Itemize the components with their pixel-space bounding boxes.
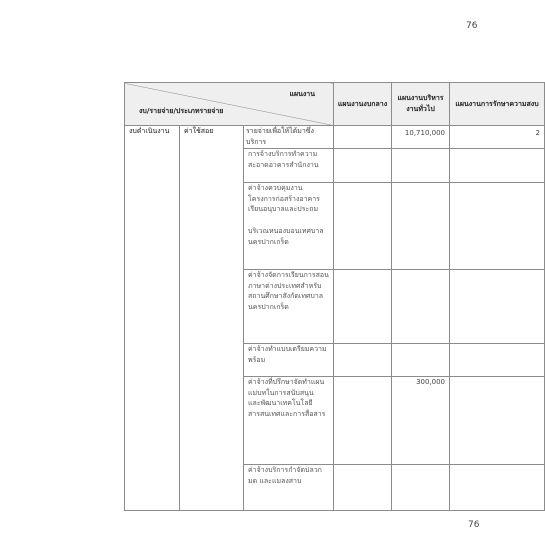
- row-general-value: 300,000: [392, 376, 450, 464]
- budget-table: [124, 82, 545, 511]
- row-item-label: ค่าจ้างจัดการเรียนการสอนภาษาต่างประเทศสำหรับสถานศึกษาสังกัดเทศบาลนครปากเกร็ด: [244, 269, 334, 343]
- header-diagonal-cell: [125, 83, 334, 126]
- column-header-security: แผนงานการรักษาความสงบ: [450, 83, 545, 126]
- row-central-value: [334, 376, 392, 464]
- row-security-value: 2: [450, 126, 545, 149]
- row-general-value: [392, 269, 450, 343]
- row-central-value: [334, 148, 392, 182]
- row-central-value: [334, 182, 392, 269]
- row-item-label: ค่าจ้างบริการกำจัดปลวก มด และแมลงสาบ: [244, 464, 334, 510]
- row-item-label: ค่าจ้างทำแบบเตรียมความพร้อม: [244, 343, 334, 376]
- row-item-label: รายจ่ายเพื่อให้ได้มาซึ่งบริการ: [244, 126, 334, 149]
- table-row: [125, 126, 545, 149]
- row-central-value: [334, 464, 392, 510]
- row-central-value: [334, 126, 392, 149]
- row-general-value: [392, 464, 450, 510]
- budget-group-label: งบดำเนินงาน: [125, 126, 180, 511]
- column-header-central: แผนงานงบกลาง: [334, 83, 392, 126]
- row-general-value: [392, 343, 450, 376]
- column-header-general: แผนงานบริหารงานทั่วไป: [392, 83, 450, 126]
- header-plan-label: แผนงาน: [289, 90, 316, 98]
- row-security-value: [450, 464, 545, 510]
- header-category-label: งบ/รายจ่าย/ประเภทรายจ่าย: [139, 107, 224, 116]
- row-item-label: ค่าจ้างควบคุมงานโครงการก่อสร้างอาคารเรียนอนุบาลและประถม บริเวณหนองบอนเทศบาลนครปากเกร็ด: [244, 182, 334, 269]
- table-header-row: [125, 83, 545, 126]
- row-security-value: [450, 269, 545, 343]
- row-security-value: [450, 343, 545, 376]
- row-central-value: [334, 269, 392, 343]
- page-number-top: 76: [466, 21, 478, 31]
- expense-type-label: ค่าใช้สอย: [180, 126, 244, 511]
- row-general-value: 10,710,000: [392, 126, 450, 149]
- page-number-bottom: 76: [468, 520, 480, 530]
- row-general-value: [392, 182, 450, 269]
- row-security-value: [450, 376, 545, 464]
- row-central-value: [334, 343, 392, 376]
- row-security-value: [450, 182, 545, 269]
- row-item-label: การจ้างบริการทำความสะอาดอาคารสำนักงาน: [244, 148, 334, 182]
- row-general-value: [392, 148, 450, 182]
- row-item-label: ค่าจ้างที่ปรึกษาจัดทำแผนแม่บทในการสนับสนุน และพัฒนาเทคโนโลยีสารสนเทศและการสื่อสาร: [244, 376, 334, 464]
- row-security-value: [450, 148, 545, 182]
